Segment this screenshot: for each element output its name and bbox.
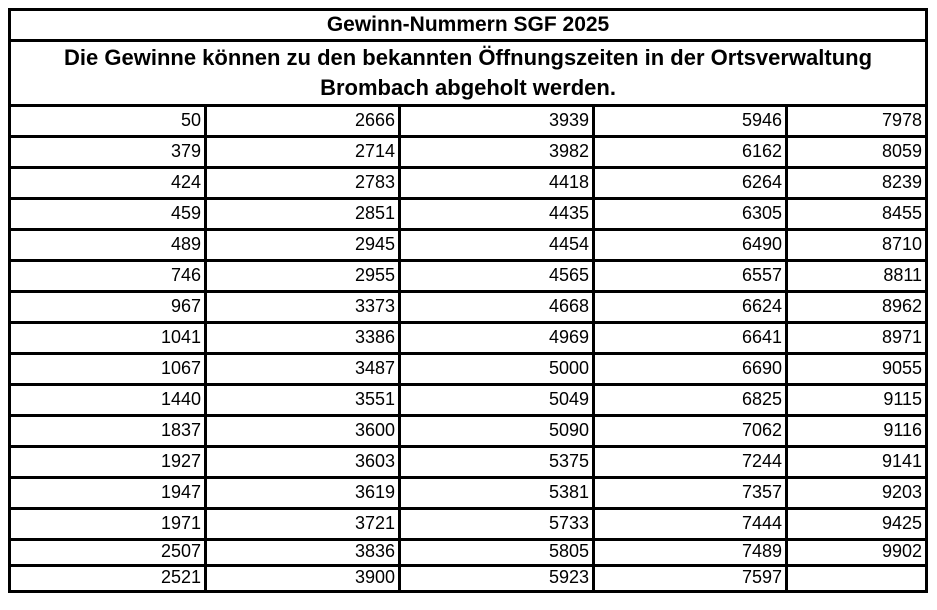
number-cell: 6690 xyxy=(594,354,787,385)
number-cell: 8811 xyxy=(787,261,927,292)
number-cell: 3836 xyxy=(206,540,400,566)
number-cell: 5733 xyxy=(400,509,594,540)
table-row xyxy=(10,354,927,385)
page-title: Gewinn-Nummern SGF 2025 xyxy=(10,10,927,41)
number-cell: 8239 xyxy=(787,168,927,199)
number-cell: 379 xyxy=(10,137,206,168)
number-cell: 6624 xyxy=(594,292,787,323)
number-cell: 4668 xyxy=(400,292,594,323)
table-row xyxy=(10,566,927,592)
number-cell: 5375 xyxy=(400,447,594,478)
table-row xyxy=(10,261,927,292)
document-sheet xyxy=(8,8,928,593)
number-cell: 3603 xyxy=(206,447,400,478)
number-cell: 7357 xyxy=(594,478,787,509)
number-cell: 7062 xyxy=(594,416,787,447)
winning-numbers-table xyxy=(8,8,928,593)
number-cell: 8455 xyxy=(787,199,927,230)
number-cell: 489 xyxy=(10,230,206,261)
number-cell: 1947 xyxy=(10,478,206,509)
number-cell: 3982 xyxy=(400,137,594,168)
number-cell: 459 xyxy=(10,199,206,230)
number-cell: 3619 xyxy=(206,478,400,509)
number-cell: 8962 xyxy=(787,292,927,323)
number-cell: 2945 xyxy=(206,230,400,261)
number-cell: 6825 xyxy=(594,385,787,416)
number-cell: 5946 xyxy=(594,106,787,137)
number-cell: 3939 xyxy=(400,106,594,137)
table-row xyxy=(10,385,927,416)
number-cell: 3900 xyxy=(206,566,400,592)
number-cell: 8059 xyxy=(787,137,927,168)
number-cell: 7444 xyxy=(594,509,787,540)
table-row xyxy=(10,137,927,168)
number-cell: 7244 xyxy=(594,447,787,478)
number-cell: 5923 xyxy=(400,566,594,592)
number-cell: 2714 xyxy=(206,137,400,168)
number-cell: 2851 xyxy=(206,199,400,230)
number-cell: 5381 xyxy=(400,478,594,509)
number-cell: 6162 xyxy=(594,137,787,168)
number-cell: 3600 xyxy=(206,416,400,447)
table-row xyxy=(10,199,927,230)
number-cell: 9425 xyxy=(787,509,927,540)
number-cell: 9115 xyxy=(787,385,927,416)
number-cell: 2666 xyxy=(206,106,400,137)
table-row xyxy=(10,323,927,354)
number-cell: 1837 xyxy=(10,416,206,447)
number-cell: 2507 xyxy=(10,540,206,566)
number-cell: 2955 xyxy=(206,261,400,292)
number-cell: 1927 xyxy=(10,447,206,478)
number-cell: 424 xyxy=(10,168,206,199)
table-row xyxy=(10,478,927,509)
number-cell: 5049 xyxy=(400,385,594,416)
notice-line-2: Brombach abgeholt werden. xyxy=(320,75,616,100)
number-cell xyxy=(787,566,927,592)
table-row xyxy=(10,540,927,566)
number-cell: 6490 xyxy=(594,230,787,261)
title-row xyxy=(10,10,927,41)
number-cell: 4418 xyxy=(400,168,594,199)
number-cell: 6305 xyxy=(594,199,787,230)
number-cell: 6557 xyxy=(594,261,787,292)
number-cell: 3551 xyxy=(206,385,400,416)
number-cell: 2521 xyxy=(10,566,206,592)
number-cell: 1971 xyxy=(10,509,206,540)
number-cell: 4454 xyxy=(400,230,594,261)
number-cell: 4435 xyxy=(400,199,594,230)
number-cell: 5090 xyxy=(400,416,594,447)
number-cell: 9141 xyxy=(787,447,927,478)
number-cell: 5000 xyxy=(400,354,594,385)
number-cell: 9203 xyxy=(787,478,927,509)
table-row xyxy=(10,106,927,137)
number-cell: 3386 xyxy=(206,323,400,354)
number-cell: 3721 xyxy=(206,509,400,540)
number-cell: 4969 xyxy=(400,323,594,354)
number-cell: 7978 xyxy=(787,106,927,137)
number-cell: 6641 xyxy=(594,323,787,354)
table-row xyxy=(10,509,927,540)
table-row xyxy=(10,447,927,478)
number-cell: 6264 xyxy=(594,168,787,199)
number-cell: 967 xyxy=(10,292,206,323)
table-row xyxy=(10,292,927,323)
number-cell: 3487 xyxy=(206,354,400,385)
number-cell: 7597 xyxy=(594,566,787,592)
table-row xyxy=(10,168,927,199)
number-cell: 1440 xyxy=(10,385,206,416)
number-cell: 4565 xyxy=(400,261,594,292)
number-cell: 9902 xyxy=(787,540,927,566)
notice-line-1: Die Gewinne können zu den bekannten Öffnungszeiten in der Ortsverwaltung xyxy=(64,45,873,70)
number-cell: 50 xyxy=(10,106,206,137)
notice-text xyxy=(10,41,927,106)
number-cell: 1041 xyxy=(10,323,206,354)
number-cell: 746 xyxy=(10,261,206,292)
notice-row xyxy=(10,41,927,106)
table-row xyxy=(10,416,927,447)
number-cell: 2783 xyxy=(206,168,400,199)
number-cell: 8710 xyxy=(787,230,927,261)
number-cell: 5805 xyxy=(400,540,594,566)
number-cell: 7489 xyxy=(594,540,787,566)
table-row xyxy=(10,230,927,261)
number-cell: 9116 xyxy=(787,416,927,447)
number-cell: 1067 xyxy=(10,354,206,385)
number-cell: 3373 xyxy=(206,292,400,323)
number-cell: 9055 xyxy=(787,354,927,385)
number-cell: 8971 xyxy=(787,323,927,354)
